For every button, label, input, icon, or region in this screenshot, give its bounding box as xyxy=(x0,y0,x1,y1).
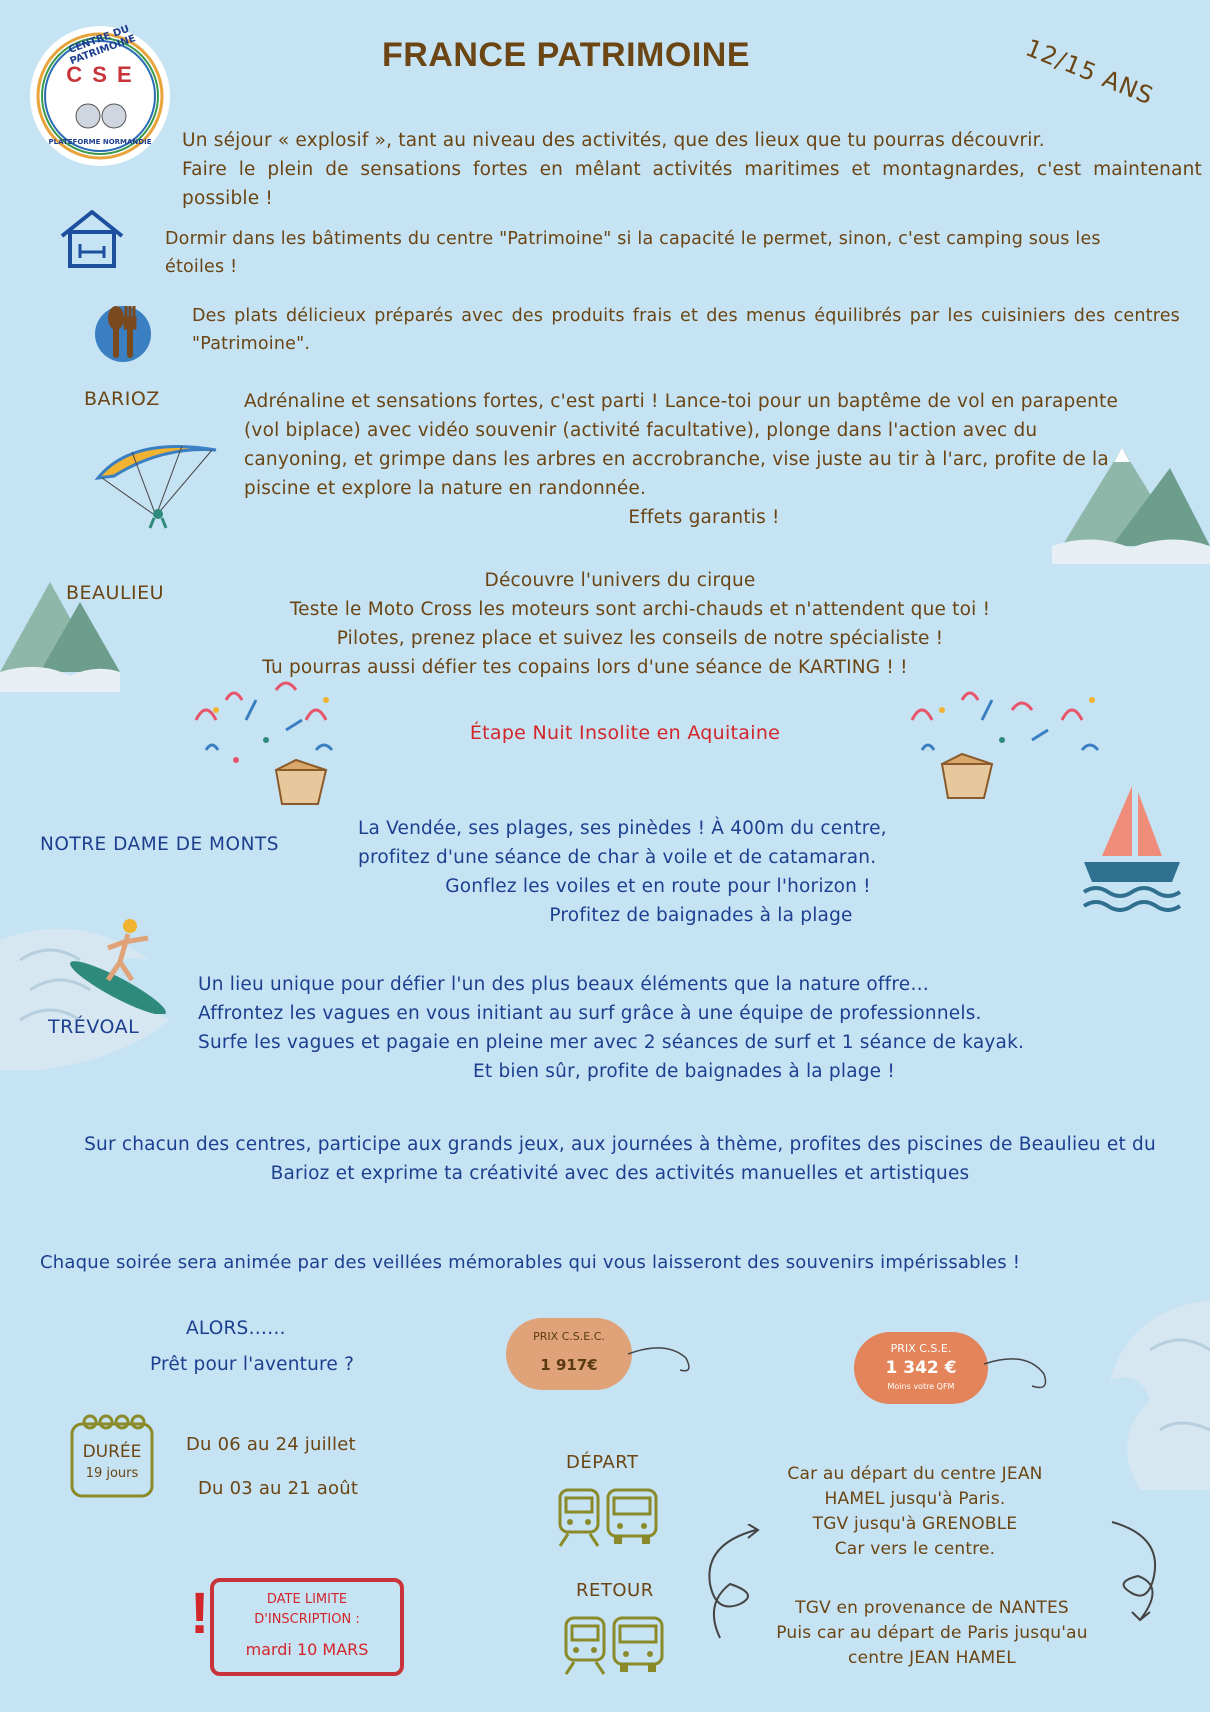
confetti-box-icon xyxy=(902,680,1108,804)
tag-string xyxy=(982,1350,1052,1404)
deadline-date: mardi 10 MARS xyxy=(245,1640,369,1659)
departure-label: DÉPART xyxy=(566,1452,639,1473)
departure-line-1: Car au départ du centre JEAN xyxy=(787,1464,1043,1484)
price-csec-value: 1 917€ xyxy=(540,1356,598,1374)
evenings-text: Chaque soirée sera animée par des veillées mémorables qui vous laisseront des souvenirs impérissables ! xyxy=(40,1252,1021,1273)
wave-icon xyxy=(1070,1290,1210,1504)
bus-icon xyxy=(604,1486,660,1552)
price-cse-value: 1 342 € xyxy=(885,1358,957,1378)
duration-date-2: Du 03 au 21 août xyxy=(198,1478,359,1499)
price-cse-note: Moins votre QFM xyxy=(887,1382,955,1391)
deadline-label-2: D'INSCRIPTION : xyxy=(254,1612,360,1627)
logo xyxy=(28,24,172,168)
price-cse-label: PRIX C.S.E. xyxy=(890,1342,952,1355)
notredame-label: NOTRE DAME DE MONTS xyxy=(40,834,279,855)
trevoal-line-1: Un lieu unique pour défier l'un des plus beaux éléments que la nature offre… xyxy=(198,974,930,995)
departure-details xyxy=(740,1462,1090,1562)
notredame-text xyxy=(358,814,1028,930)
barioz-description: Adrénaline et sensations fortes, c'est parti ! Lance-toi pour un baptême de vol en parapente (vol biplace) avec vidéo souvenir (activité facultative), plonge dans l'action avec du canyoning, et grimpe dans les arbres en accrobranche, vise juste au tir à l'arc, profite de la piscine et explore la nature en randonnée. xyxy=(244,391,1119,499)
trevoal-label: TRÉVOAL xyxy=(48,1016,140,1038)
return-line-3: centre JEAN HAMEL xyxy=(848,1648,1016,1668)
return-line-1: TGV en provenance de NANTES xyxy=(795,1598,1069,1618)
notredame-line-4: Profitez de baignades à la plage xyxy=(549,905,853,926)
spoon-fork-icon xyxy=(92,300,154,368)
trevoal-text xyxy=(198,970,1170,1086)
price-csec-label: PRIX C.S.E.C. xyxy=(533,1330,605,1343)
trevoal-line-2: Affrontez les vagues en vous initiant au surf grâce à une équipe de professionnels. xyxy=(198,1003,982,1024)
duration-label: DURÉE xyxy=(82,1442,142,1462)
surfer-icon xyxy=(68,904,178,1018)
house-bed-icon xyxy=(56,206,128,274)
bus-icon xyxy=(610,1614,666,1680)
trevoal-line-4: Et bien sûr, profite de baignades à la plage ! xyxy=(473,1061,895,1082)
duration-date-1: Du 06 au 24 juillet xyxy=(186,1434,356,1455)
departure-line-4: Car vers le centre. xyxy=(834,1539,996,1559)
beaulieu-label: BEAULIEU xyxy=(66,582,165,604)
ready-line-2: Prêt pour l'aventure ? xyxy=(150,1354,355,1375)
duration-days: 19 jours xyxy=(85,1466,139,1481)
departure-line-2: HAMEL jusqu'à Paris. xyxy=(824,1489,1006,1509)
aquitaine-text: Étape Nuit Insolite en Aquitaine xyxy=(469,722,781,744)
barioz-label: BARIOZ xyxy=(84,388,160,410)
sailboat-icon xyxy=(1082,782,1182,916)
beaulieu-line-4: Tu pourras aussi défier tes copains lors d'une séance de KARTING ! ! xyxy=(262,657,908,678)
barioz-closing: Effets garantis ! xyxy=(628,507,780,528)
train-icon xyxy=(562,1614,608,1680)
logo-letters: C S E xyxy=(66,62,134,87)
ready-line-1: ALORS…… xyxy=(186,1318,286,1339)
barioz-text xyxy=(244,387,1144,532)
centres-text: Sur chacun des centres, participe aux grands jeux, aux journées à thème, profites des piscines de Beaulieu et du Barioz et exprime ta créativité avec des activités manuelles et artistiques xyxy=(84,1134,1156,1184)
paraglider-icon xyxy=(92,432,222,536)
intro-line-2: Faire le plein de sensations fortes en mêlant activités maritimes et montagnardes, c'est maintenant possible ! xyxy=(182,159,1202,209)
intro-line-1: Un séjour « explosif », tant au niveau des activités, que des lieux que tu pourras découvrir. xyxy=(182,130,1045,151)
departure-line-3: TGV jusqu'à GRENOBLE xyxy=(812,1514,1018,1534)
beaulieu-line-3: Pilotes, prenez place et suivez les conseils de notre spécialiste ! xyxy=(336,628,944,649)
beaulieu-line-1: Découvre l'univers du cirque xyxy=(484,570,756,591)
return-details xyxy=(744,1596,1120,1671)
logo-arc-text: CENTRE DU PATRIMOINE xyxy=(67,23,138,68)
mountain-book-icon xyxy=(1052,428,1210,568)
age-range: 12/15 ANS xyxy=(1021,33,1158,111)
deadline-label-1: DATE LIMITE xyxy=(266,1592,348,1607)
return-line-2: Puis car au départ de Paris jusqu'au xyxy=(776,1623,1088,1643)
notredame-line-3: Gonflez les voiles et en route pour l'horizon ! xyxy=(445,876,871,897)
beaulieu-text xyxy=(140,566,1140,682)
notredame-line-1: La Vendée, ses plages, ses pinèdes ! À 400m du centre, xyxy=(358,818,887,839)
deadline-box xyxy=(210,1578,404,1676)
trevoal-line-3: Surfe les vagues et pagaie en pleine mer avec 2 séances de surf et 1 séance de kayak. xyxy=(198,1032,1025,1053)
logo-sub: PLATEFORME NORMANDIE xyxy=(48,138,152,146)
tag-string xyxy=(626,1340,696,1384)
confetti-box-icon xyxy=(186,680,346,810)
intro-text xyxy=(182,126,1202,213)
notredame-line-2: profitez d'une séance de char à voile et de catamaran. xyxy=(358,847,877,868)
train-icon xyxy=(556,1486,602,1552)
lodging-text: Dormir dans les bâtiments du centre "Patrimoine" si la capacité le permet, sinon, c'est camping sous les étoiles ! xyxy=(165,229,1101,277)
page-title: FRANCE PATRIMOINE xyxy=(382,36,751,74)
price-tag-cse xyxy=(854,1332,988,1404)
price-tag-csec xyxy=(506,1318,632,1390)
deadline-mark: ! xyxy=(190,1581,210,1646)
meals-text: Des plats délicieux préparés avec des produits frais et des menus équilibrés par les cuisiniers des centres "Patrimoine". xyxy=(192,306,1180,354)
return-label: RETOUR xyxy=(576,1580,654,1601)
beaulieu-line-2: Teste le Moto Cross les moteurs sont archi-chauds et n'attendent que toi ! xyxy=(289,599,991,620)
